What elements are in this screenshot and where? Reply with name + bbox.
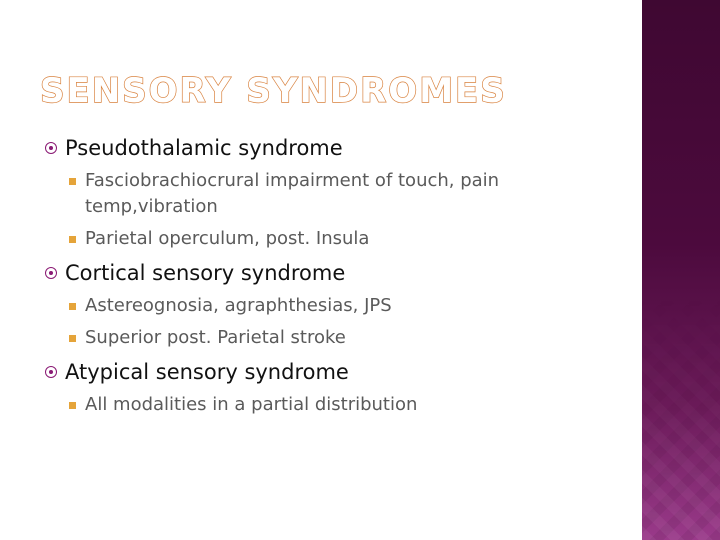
circle-target-bullet-icon bbox=[45, 267, 57, 279]
bullet-list bbox=[45, 134, 625, 418]
sub-bullet-item bbox=[45, 293, 625, 319]
square-bullet-icon bbox=[69, 178, 76, 185]
square-bullet-icon bbox=[69, 335, 76, 342]
circle-target-bullet-icon bbox=[45, 366, 57, 378]
sub-bullet-item bbox=[45, 226, 625, 252]
sub-bullet-text: Astereognosia, agraphthesias, JPS bbox=[85, 295, 392, 316]
square-bullet-icon bbox=[69, 303, 76, 310]
bullet-text: Atypical sensory syndrome bbox=[65, 360, 349, 384]
bullet-text: Pseudothalamic syndrome bbox=[65, 136, 343, 160]
bullet-item-cortical bbox=[45, 259, 625, 287]
decorative-side-band bbox=[642, 0, 720, 540]
sub-bullet-item bbox=[45, 392, 625, 418]
sub-bullet-text: All modalities in a partial distribution bbox=[85, 394, 418, 415]
square-bullet-icon bbox=[69, 236, 76, 243]
sub-bullet-text: Superior post. Parietal stroke bbox=[85, 327, 346, 348]
bullet-item-pseudothalamic bbox=[45, 134, 625, 162]
sub-bullet-text: Fasciobrachiocrural impairment of touch, pain temp,vibration bbox=[85, 170, 500, 217]
sub-bullet-item bbox=[45, 168, 625, 220]
bullet-item-atypical bbox=[45, 358, 625, 386]
square-bullet-icon bbox=[69, 402, 76, 409]
slide-title: SENSORY SYNDROMES bbox=[40, 71, 507, 111]
sub-bullet-item bbox=[45, 325, 625, 351]
bullet-text: Cortical sensory syndrome bbox=[65, 261, 346, 285]
circle-target-bullet-icon bbox=[45, 142, 57, 154]
sub-bullet-text: Parietal operculum, post. Insula bbox=[85, 228, 370, 249]
